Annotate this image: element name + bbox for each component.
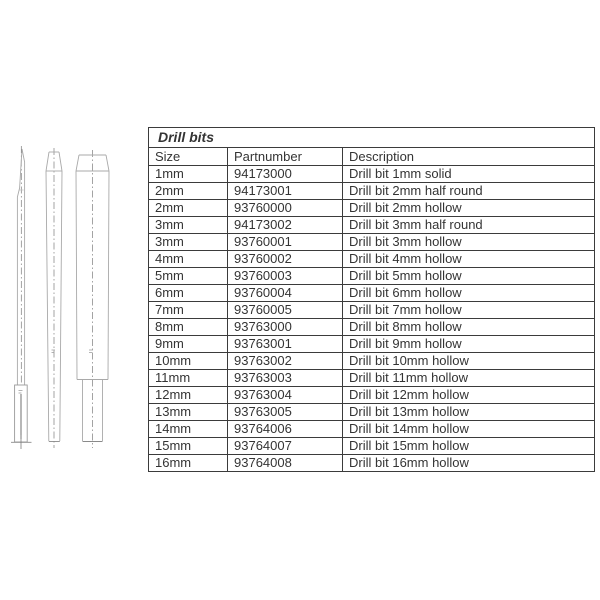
table-row xyxy=(149,234,595,251)
partnumber-cell: 93763003 xyxy=(228,370,343,387)
partnumber-cell: 93760005 xyxy=(228,302,343,319)
description-cell: Drill bit 1mm solid xyxy=(343,166,595,183)
drill-bit-medium-drawing xyxy=(46,148,62,448)
drill-bit-drawings xyxy=(0,140,140,470)
table-row xyxy=(149,302,595,319)
description-cell: Drill bit 8mm hollow xyxy=(343,319,595,336)
description-cell: Drill bit 15mm hollow xyxy=(343,438,595,455)
partnumber-cell: 93763004 xyxy=(228,387,343,404)
table-row xyxy=(149,183,595,200)
table-row xyxy=(149,200,595,217)
table-row xyxy=(149,353,595,370)
size-cell: 15mm xyxy=(149,438,228,455)
drill-bits-table xyxy=(148,127,595,472)
description-cell: Drill bit 2mm hollow xyxy=(343,200,595,217)
drill-bit-thin-drawing xyxy=(11,146,32,449)
partnumber-cell: 93763001 xyxy=(228,336,343,353)
size-cell: 14mm xyxy=(149,421,228,438)
table-row xyxy=(149,336,595,353)
size-cell: 4mm xyxy=(149,251,228,268)
table-row xyxy=(149,370,595,387)
table-title-row xyxy=(149,128,595,148)
description-cell: Drill bit 9mm hollow xyxy=(343,336,595,353)
description-cell: Drill bit 12mm hollow xyxy=(343,387,595,404)
description-cell: Drill bit 6mm hollow xyxy=(343,285,595,302)
size-cell: 3mm xyxy=(149,217,228,234)
partnumber-cell: 93760004 xyxy=(228,285,343,302)
size-cell: 11mm xyxy=(149,370,228,387)
partnumber-cell: 93764006 xyxy=(228,421,343,438)
size-cell: 2mm xyxy=(149,183,228,200)
partnumber-cell: 93760002 xyxy=(228,251,343,268)
size-cell: 5mm xyxy=(149,268,228,285)
description-cell: Drill bit 11mm hollow xyxy=(343,370,595,387)
partnumber-cell: 93760000 xyxy=(228,200,343,217)
size-cell: 7mm xyxy=(149,302,228,319)
table-row xyxy=(149,438,595,455)
description-cell: Drill bit 4mm hollow xyxy=(343,251,595,268)
partnumber-cell: 93764008 xyxy=(228,455,343,472)
size-cell: 16mm xyxy=(149,455,228,472)
partnumber-cell: 94173000 xyxy=(228,166,343,183)
partnumber-cell: 93763000 xyxy=(228,319,343,336)
size-cell: 9mm xyxy=(149,336,228,353)
description-cell: Drill bit 14mm hollow xyxy=(343,421,595,438)
description-cell: Drill bit 3mm half round xyxy=(343,217,595,234)
column-header-size: Size xyxy=(149,148,228,166)
size-cell: 6mm xyxy=(149,285,228,302)
size-cell: 2mm xyxy=(149,200,228,217)
table-row xyxy=(149,217,595,234)
table-row xyxy=(149,387,595,404)
table-row xyxy=(149,251,595,268)
description-cell: Drill bit 7mm hollow xyxy=(343,302,595,319)
table-row xyxy=(149,455,595,472)
partnumber-cell: 94173001 xyxy=(228,183,343,200)
description-cell: Drill bit 16mm hollow xyxy=(343,455,595,472)
description-cell: Drill bit 13mm hollow xyxy=(343,404,595,421)
partnumber-cell: 93764007 xyxy=(228,438,343,455)
size-cell: 8mm xyxy=(149,319,228,336)
table-row xyxy=(149,268,595,285)
description-cell: Drill bit 10mm hollow xyxy=(343,353,595,370)
partnumber-cell: 94173002 xyxy=(228,217,343,234)
size-cell: 12mm xyxy=(149,387,228,404)
table-row xyxy=(149,285,595,302)
table-row xyxy=(149,404,595,421)
size-cell: 1mm xyxy=(149,166,228,183)
description-cell: Drill bit 3mm hollow xyxy=(343,234,595,251)
partnumber-cell: 93760003 xyxy=(228,268,343,285)
column-header-partnumber: Partnumber xyxy=(228,148,343,166)
partnumber-cell: 93763002 xyxy=(228,353,343,370)
size-cell: 10mm xyxy=(149,353,228,370)
table-row xyxy=(149,319,595,336)
table-row xyxy=(149,421,595,438)
drill-bit-wide-drawing xyxy=(76,150,109,448)
size-cell: 13mm xyxy=(149,404,228,421)
size-cell: 3mm xyxy=(149,234,228,251)
table-title: Drill bits xyxy=(149,128,595,148)
description-cell: Drill bit 5mm hollow xyxy=(343,268,595,285)
column-header-description: Description xyxy=(343,148,595,166)
table-row xyxy=(149,166,595,183)
partnumber-cell: 93763005 xyxy=(228,404,343,421)
table-header-row xyxy=(149,148,595,166)
table-body xyxy=(149,128,595,472)
partnumber-cell: 93760001 xyxy=(228,234,343,251)
description-cell: Drill bit 2mm half round xyxy=(343,183,595,200)
